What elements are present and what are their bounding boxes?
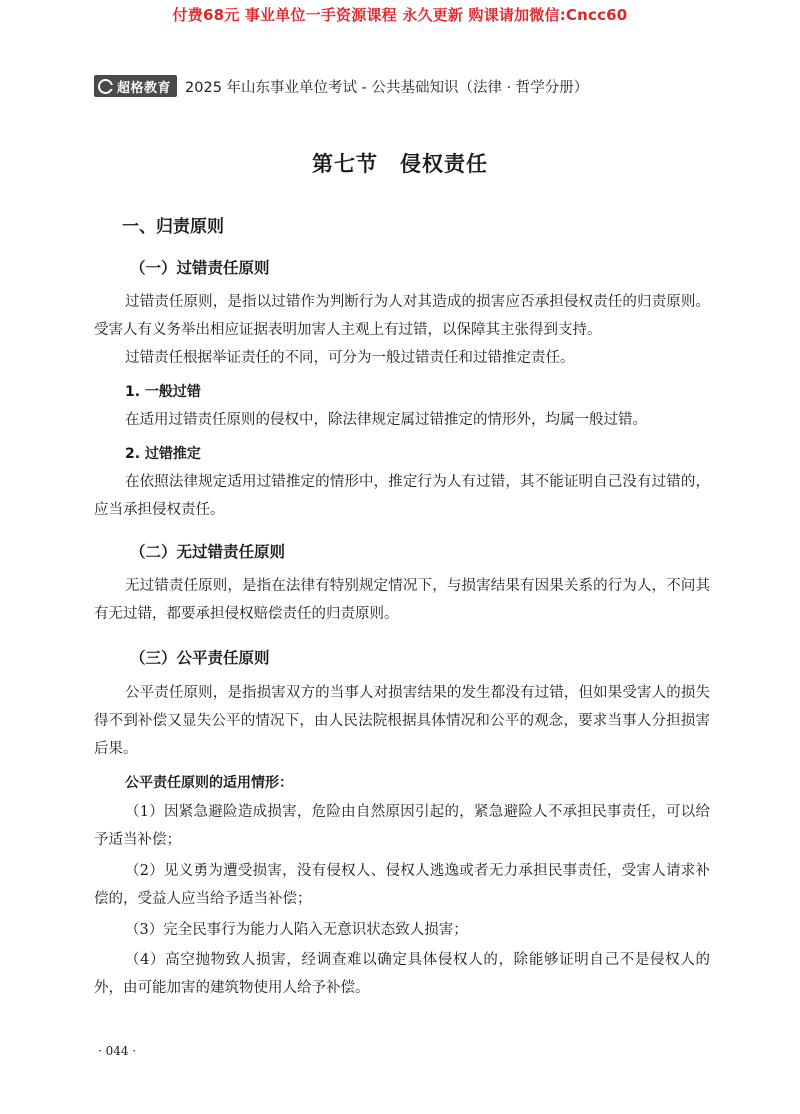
paragraph: 无过错责任原则，是指在法律有特别规定情况下，与损害结果有因果关系的行为人，不问其有无过错，都要承担侵权赔偿责任的归责原则。 [94, 578, 710, 622]
section-title: 第七节 侵权责任 [312, 152, 488, 176]
item-heading-general-fault: 1. 一般过错 [125, 384, 201, 400]
paragraph: 过错责任根据举证责任的不同，可分为一般过错责任和过错推定责任。 [125, 350, 575, 366]
watermark-banner: 付费68元 事业单位一手资源课程 永久更新 购课请加微信:Cncc60 [172, 6, 628, 24]
subsection-heading-no-fault: （二）无过错责任原则 [130, 543, 286, 561]
publisher-logo [94, 75, 177, 97]
paragraph: 在依照法律规定适用过错推定的情形中，推定行为人有过错，其不能证明自己没有过错的，应当承担侵权责任。 [94, 474, 710, 518]
book-title: 2025 年山东事业单位考试 - 公共基础知识（法律 · 哲学分册） [185, 79, 589, 96]
paragraph: 过错责任原则，是指以过错作为判断行为人对其造成的损害应否承担侵权责任的归责原则。受害人有义务举出相应证据表明加害人主观上有过错，以保障其主张得到支持。 [94, 294, 710, 338]
logo-g-icon [98, 79, 113, 94]
page-header [94, 74, 588, 98]
heading-level-1: 一、归责原则 [122, 217, 224, 237]
page-number: · 044 · [98, 1044, 137, 1058]
list-item: （2）见义勇为遭受损害，没有侵权人、侵权人逃逸或者无力承担民事责任，受害人请求补偿的，受益人应当给予适当补偿； [94, 863, 710, 907]
list-item: （1）因紧急避险造成损害，危险由自然原因引起的，紧急避险人不承担民事责任，可以给予适当补偿； [94, 804, 710, 848]
paragraph: 在适用过错责任原则的侵权中，除法律规定属过错推定的情形外，均属一般过错。 [125, 412, 647, 428]
logo-text: 超格教育 [117, 80, 172, 96]
list-item: （4）高空抛物致人损害，经调查难以确定具体侵权人的，除能够证明自己不是侵权人的外，由可能加害的建筑物使用人给予补偿。 [94, 952, 710, 996]
header-divider [94, 102, 706, 103]
subsection-heading-fault: （一）过错责任原则 [130, 259, 270, 277]
paragraph: 公平责任原则，是指损害双方的当事人对损害结果的发生都没有过错，但如果受害人的损失得不到补偿又显失公平的情况下，由人民法院根据具体情况和公平的观念，要求当事人分担损害后果。 [94, 685, 710, 757]
item-heading-presumed-fault: 2. 过错推定 [125, 446, 201, 462]
list-item: （3）完全民事行为能力人陷入无意识状态致人损害； [125, 922, 468, 938]
subsection-heading-fairness: （三）公平责任原则 [130, 649, 270, 667]
cases-heading: 公平责任原则的适用情形： [125, 775, 293, 791]
